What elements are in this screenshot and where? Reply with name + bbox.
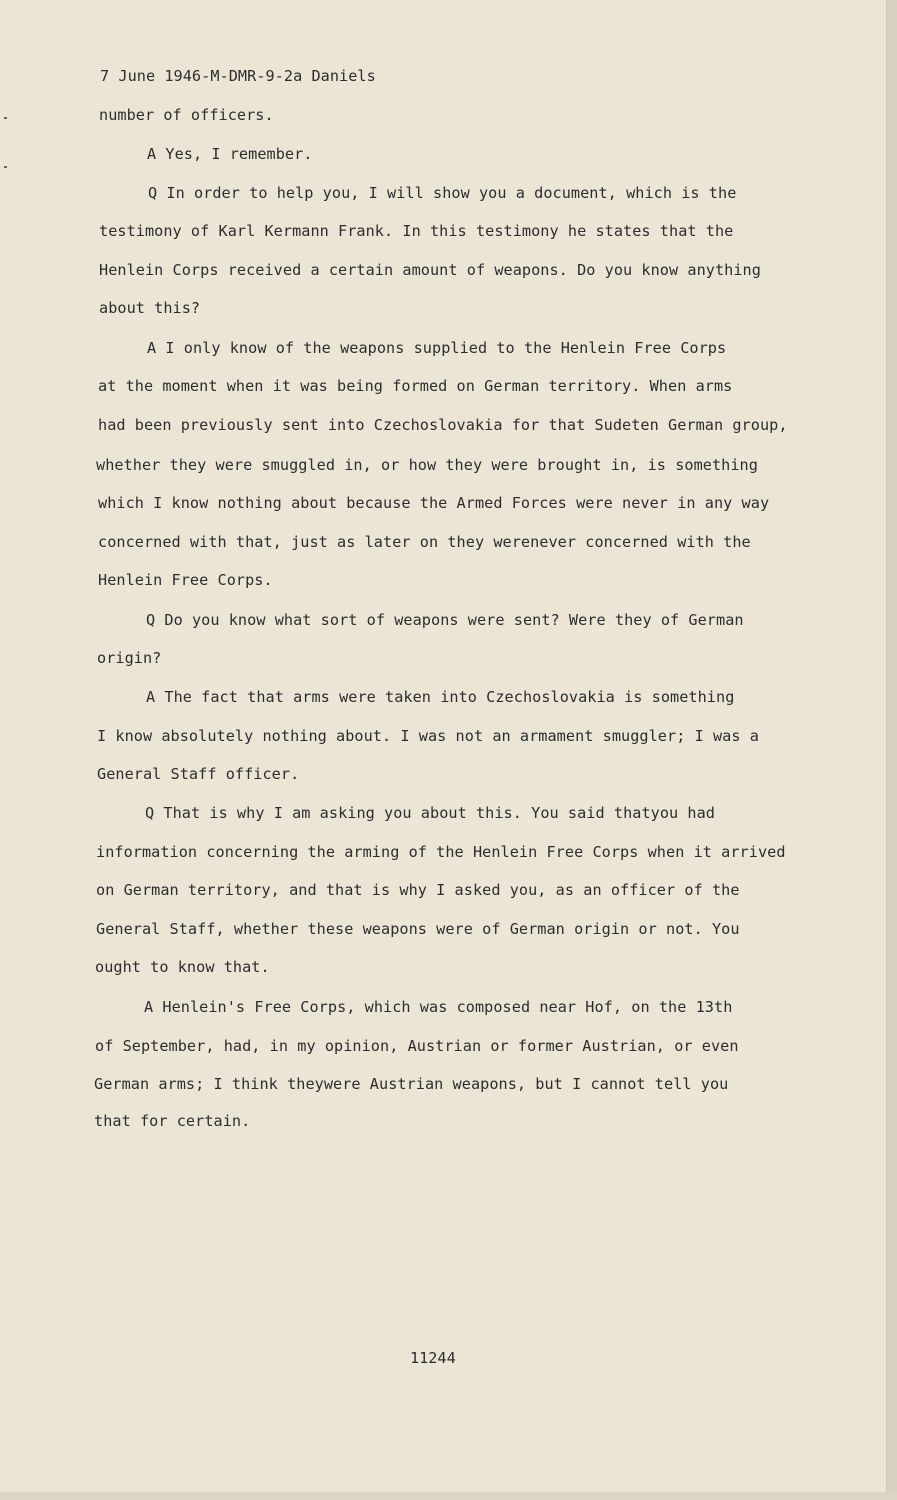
transcript-line: Henlein Corps received a certain amount of weapons. Do you know anything xyxy=(99,261,761,279)
transcript-line: on German territory, and that is why I asked you, as an officer of the xyxy=(96,881,740,899)
transcript-line: Q That is why I am asking you about this. You said thatyou had xyxy=(145,804,716,822)
transcript-line: A Henlein's Free Corps, which was composed near Hof, on the 13th xyxy=(144,998,733,1016)
transcript-line: that for certain. xyxy=(94,1112,251,1130)
page-header: 7 June 1946-M-DMR-9-2a Daniels xyxy=(100,67,376,85)
page-number: 11244 xyxy=(410,1349,456,1367)
page-bottom-edge xyxy=(0,1492,897,1500)
transcript-line: Q Do you know what sort of weapons were sent? Were they of German xyxy=(146,611,744,629)
transcript-line: of September, had, in my opinion, Austrian or former Austrian, or even xyxy=(95,1037,739,1055)
transcript-line: General Staff, whether these weapons were of German origin or not. You xyxy=(96,920,740,938)
transcript-line: had been previously sent into Czechoslovakia for that Sudeten German group, xyxy=(98,416,788,434)
transcript-line: A The fact that arms were taken into Czechoslovakia is something xyxy=(146,688,735,706)
transcript-line: which I know nothing about because the Armed Forces were never in any way xyxy=(98,494,770,512)
transcript-line: about this? xyxy=(99,299,201,317)
margin-mark xyxy=(4,117,7,119)
transcript-line: whether they were smuggled in, or how they were brought in, is something xyxy=(96,456,758,474)
margin-mark xyxy=(4,166,7,168)
transcript-line: ought to know that. xyxy=(95,958,270,976)
transcript-line: General Staff officer. xyxy=(97,765,300,783)
transcript-line: at the moment when it was being formed on German territory. When arms xyxy=(98,377,733,395)
transcript-line: number of officers. xyxy=(99,106,274,124)
transcript-line: information concerning the arming of the Henlein Free Corps when it arrived xyxy=(96,843,786,861)
transcript-line: A I only know of the weapons supplied to the Henlein Free Corps xyxy=(147,339,727,357)
transcript-line: German arms; I think theywere Austrian weapons, but I cannot tell you xyxy=(94,1075,729,1093)
transcript-line: concerned with that, just as later on they werenever concerned with the xyxy=(98,533,751,551)
transcript-line: A Yes, I remember. xyxy=(147,145,313,163)
transcript-line: origin? xyxy=(97,649,162,667)
page-edge-shadow xyxy=(886,0,897,1500)
transcript-line: Q In order to help you, I will show you a document, which is the xyxy=(148,184,737,202)
transcript-line: testimony of Karl Kermann Frank. In this testimony he states that the xyxy=(99,222,734,240)
transcript-line: I know absolutely nothing about. I was not an armament smuggler; I was a xyxy=(97,727,759,745)
transcript-line: Henlein Free Corps. xyxy=(98,571,273,589)
